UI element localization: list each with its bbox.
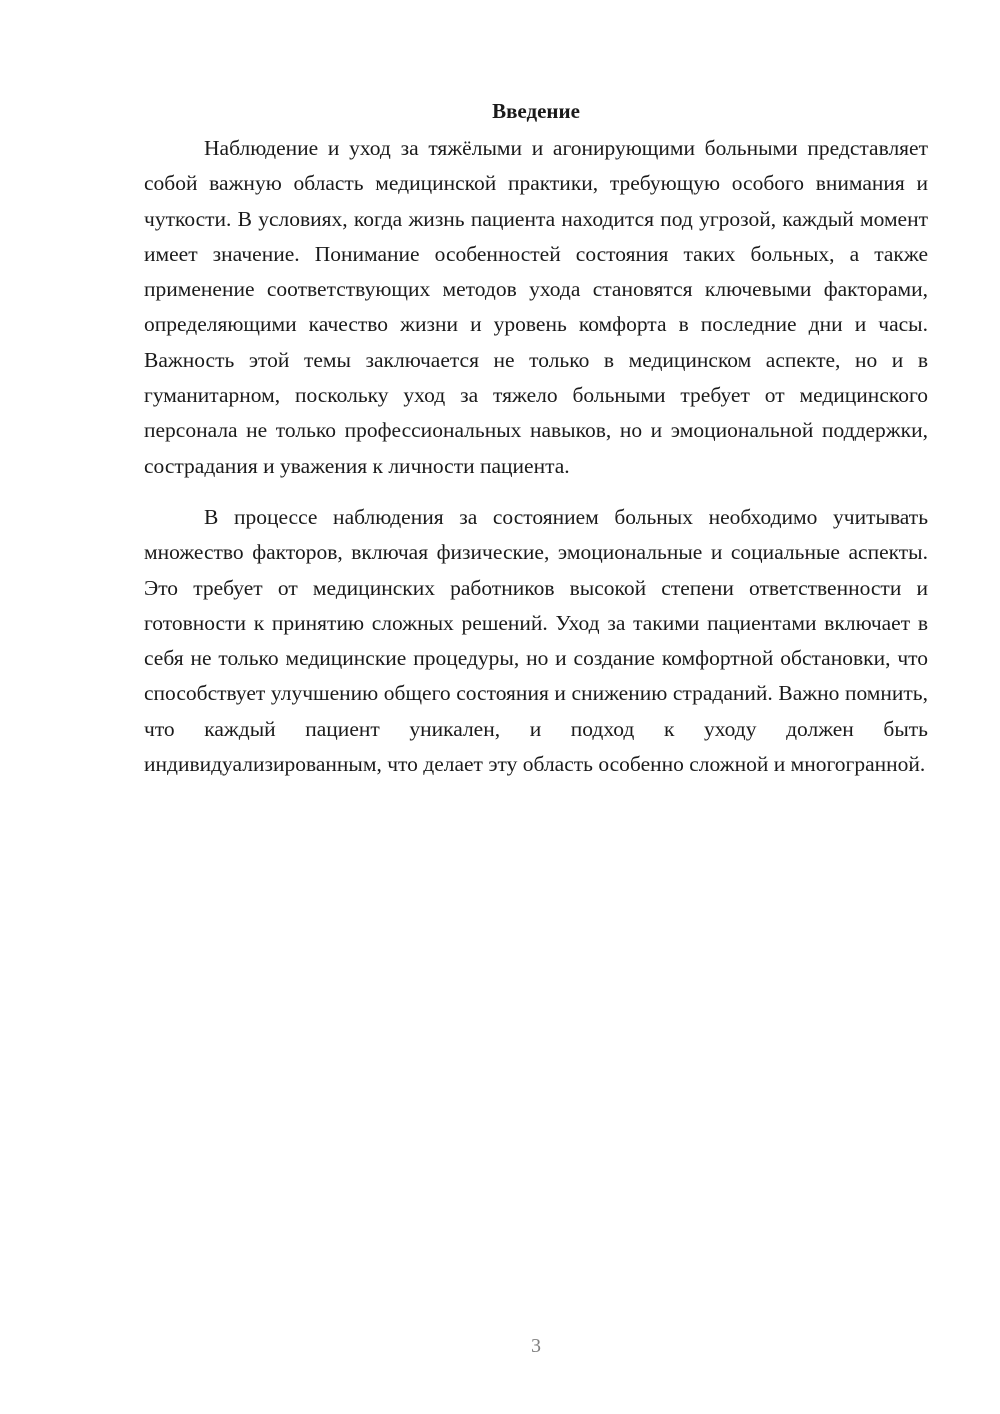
page-number: 3: [531, 1335, 541, 1357]
page-content: [144, 97, 928, 782]
section-heading: Введение: [492, 99, 580, 123]
paragraph-2: В процессе наблюдения за состоянием больных необходимо учитывать множество факторов, включая физические, эмоциональные и социальные аспекты. Это требует от медицинских работников высокой степени ответственности и готовности к принятию сложных решений. Уход за такими пациентами включает в себя не только медицинские процедуры, но и создание комфортной обстановки, что способствует улучшению общего состояния и снижению страданий. Важно помнить, что каждый пациент уникален, и подход к уходу должен быть индивидуализированным, что делает эту область особенно сложной и многогранной.: [144, 504, 928, 777]
paragraph-1: Наблюдение и уход за тяжёлыми и агонирующими больными представляет собой важную область медицинской практики, требующую особого внимания и чуткости. В условиях, когда жизнь пациента находится под угрозой, каждый момент имеет значение. Понимание особенностей состояния таких больных, а также применение соответствующих методов ухода становятся ключевыми факторами, определяющими качество жизни и уровень комфорта в последние дни и часы. Важность этой темы заключается не только в медицинском аспекте, но и в гуманитарном, поскольку уход за тяжело больными требует от медицинского персонала не только профессиональных навыков, но и эмоциональной поддержки, сострадания и уважения к личности пациента.: [144, 136, 928, 478]
